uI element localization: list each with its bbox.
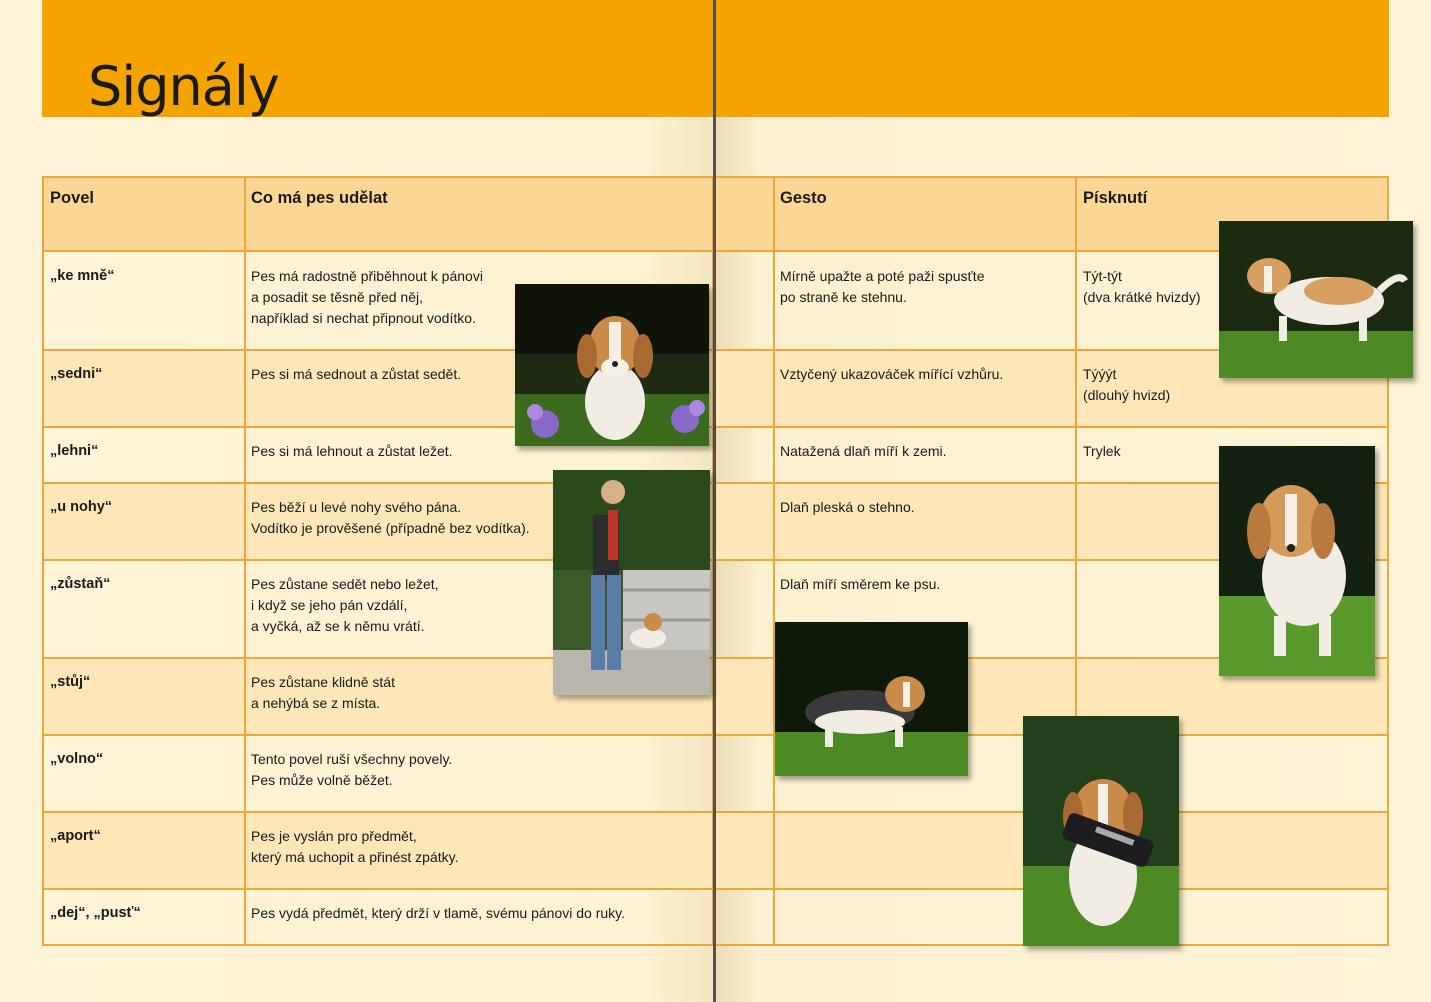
- tricolor-beagle-puppy-photo: [775, 622, 968, 776]
- command-description: Pes vydá předmět, který drží v tlamě, svému pánovi do ruky.: [251, 905, 626, 921]
- beagle-puppy-standing-photo: [1219, 446, 1375, 676]
- header-gesto: Gesto: [780, 189, 827, 207]
- command-description: Pes si má lehnout a zůstat ležet.: [251, 443, 453, 459]
- command-label: „aport“: [50, 828, 101, 844]
- gesture-description: Natažená dlaň míří k zemi.: [780, 443, 947, 459]
- command-label: „ke mně“: [50, 268, 115, 284]
- gesture-description: Mírně upažte a poté paži spusťte po straně ke stehnu.: [780, 268, 985, 305]
- title-banner-right: [716, 0, 1389, 117]
- whistle-description: Týýýt (dlouhý hvizd): [1083, 366, 1171, 403]
- command-label: „lehni“: [50, 443, 99, 459]
- header-co: Co má pes udělat: [251, 189, 388, 207]
- command-description: Pes zůstane klidně stát a nehýbá se z místa.: [251, 674, 395, 711]
- gesture-description: Vztyčený ukazováček mířící vzhůru.: [780, 366, 1004, 382]
- beagle-puppy-running-photo: [1219, 221, 1413, 378]
- gesture-description: Dlaň pleská o stehno.: [780, 499, 915, 515]
- gesture-description: Dlaň míří směrem ke psu.: [780, 576, 941, 592]
- command-label: „dej“, „pusť“: [50, 905, 141, 921]
- command-label: „sedni“: [50, 366, 103, 382]
- column-divider: [773, 178, 775, 944]
- woman-walking-beagle-photo: [553, 470, 710, 695]
- whistle-description: Týt-týt (dva krátké hvizdy): [1083, 268, 1201, 305]
- beagle-puppy-with-toy-photo: [1023, 716, 1179, 946]
- beagle-puppy-sitting-photo: [515, 284, 709, 446]
- command-label: „volno“: [50, 751, 104, 767]
- command-description: Pes má radostně přiběhnout k pánovi a posadit se těsně před něj, například si nechat připnout vodítko.: [251, 268, 483, 326]
- whistle-description: Trylek: [1083, 443, 1121, 459]
- command-description: Tento povel ruší všechny povely. Pes může volně běžet.: [251, 751, 453, 788]
- command-description: Pes si má sednout a zůstat sedět.: [251, 366, 462, 382]
- header-povel: Povel: [50, 189, 95, 207]
- column-divider: [244, 178, 246, 944]
- command-description: Pes je vyslán pro předmět, který má uchopit a přinést zpátky.: [251, 828, 459, 865]
- page-title: Signály: [88, 55, 279, 118]
- book-spine: [713, 0, 716, 1002]
- command-label: „u nohy“: [50, 499, 113, 515]
- header-pisknuti: Písknutí: [1083, 189, 1148, 207]
- command-label: „zůstaň“: [50, 576, 111, 592]
- command-label: „stůj“: [50, 674, 91, 690]
- command-description: Pes zůstane sedět nebo ležet, i když se jeho pán vzdálí, a vyčká, až se k němu vrátí.: [251, 576, 439, 634]
- command-description: Pes běží u levé nohy svého pána. Vodítko je prověšené (případně bez vodítka).: [251, 499, 530, 536]
